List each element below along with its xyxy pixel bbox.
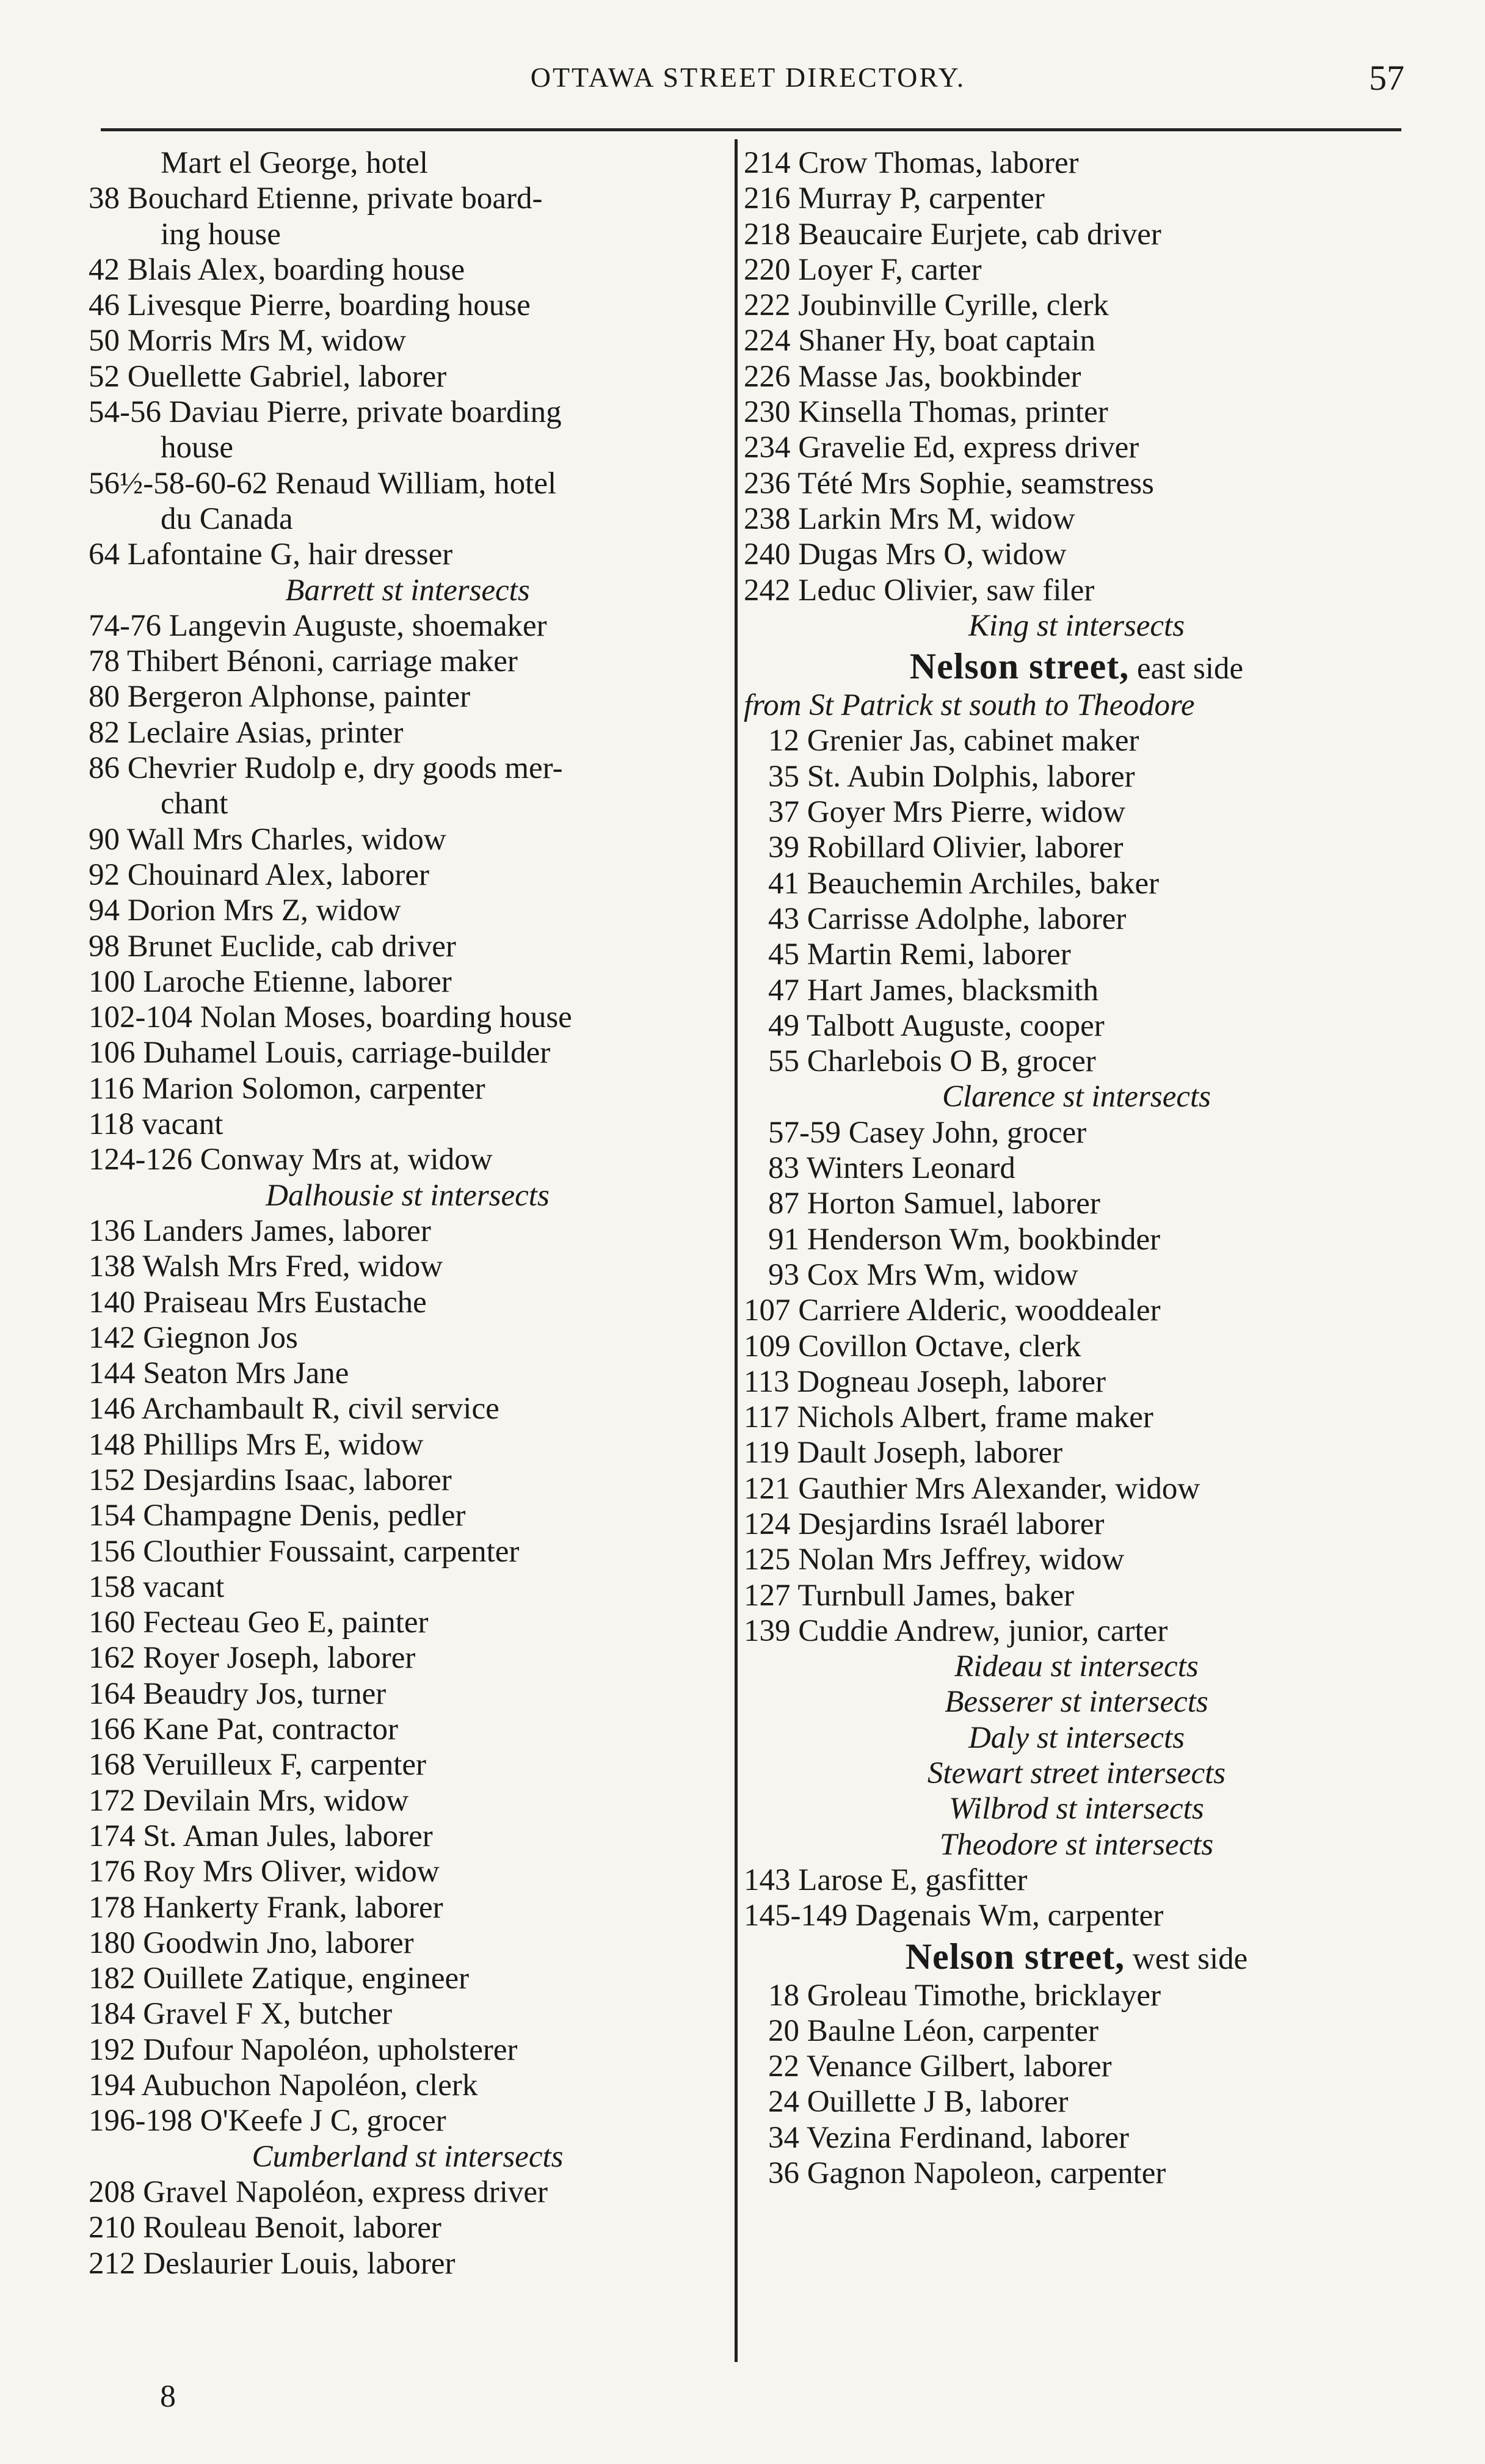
directory-entry: 56½-58-60-62 Renaud William, hotel (89, 466, 557, 501)
street-side: west side (1125, 1941, 1248, 1976)
directory-entry: 117 Nichols Albert, frame maker (744, 1400, 1153, 1435)
directory-entry: 107 Carriere Alderic, wooddealer (744, 1293, 1161, 1328)
directory-entry: 148 Phillips Mrs E, widow (89, 1427, 424, 1462)
directory-entry: 87 Horton Samuel, laborer (768, 1187, 1100, 1221)
directory-entry: 64 Lafontaine G, hair dresser (89, 537, 453, 572)
directory-entry: 45 Martin Remi, laborer (768, 937, 1071, 972)
directory-entry: 109 Covillon Octave, clerk (744, 1329, 1081, 1364)
directory-entry: 43 Carrisse Adolphe, laborer (768, 901, 1127, 936)
directory-entry: 139 Cuddie Andrew, junior, carter (744, 1613, 1168, 1648)
directory-entry: 57-59 Casey John, grocer (768, 1115, 1087, 1150)
signature-mark: 8 (160, 2379, 176, 2414)
directory-entry: 92 Chouinard Alex, laborer (89, 857, 430, 892)
directory-entry: 116 Marion Solomon, carpenter (89, 1071, 485, 1106)
street-side: east side (1129, 652, 1244, 686)
directory-entry: 172 Devilain Mrs, widow (89, 1783, 409, 1818)
directory-entry: 49 Talbott Auguste, cooper (768, 1008, 1105, 1043)
intersection-note: Dalhousie st intersects (266, 1178, 550, 1213)
directory-entry: 162 Royer Joseph, laborer (89, 1641, 416, 1676)
directory-entry: 20 Baulne Léon, carpenter (768, 2013, 1098, 2048)
directory-entry: 24 Ouillette J B, laborer (768, 2085, 1069, 2120)
directory-entry: 12 Grenier Jas, cabinet maker (768, 724, 1139, 758)
directory-entry: 168 Veruilleux F, carpenter (89, 1748, 426, 1783)
directory-entry: 145-149 Dagenais Wm, carpenter (744, 1899, 1164, 1933)
intersection-note: Wilbrod st intersects (949, 1792, 1204, 1826)
intersection-note: King st intersects (968, 608, 1185, 643)
directory-entry: 224 Shaner Hy, boat captain (744, 324, 1095, 358)
directory-entry: 214 Crow Thomas, laborer (744, 146, 1079, 180)
directory-entry: 118 vacant (89, 1107, 223, 1142)
directory-entry: 35 St. Aubin Dolphis, laborer (768, 759, 1135, 794)
intersection-note: Barrett st intersects (285, 573, 530, 608)
directory-entry: 22 Venance Gilbert, laborer (768, 2049, 1112, 2084)
directory-entry: 242 Leduc Olivier, saw filer (744, 573, 1095, 608)
directory-entry: chant (161, 787, 228, 821)
intersection-note: Besserer st intersects (945, 1685, 1208, 1720)
directory-entry: 41 Beauchemin Archiles, baker (768, 866, 1160, 901)
directory-entry: 192 Dufour Napoléon, upholsterer (89, 2032, 518, 2067)
directory-entry: du Canada (161, 501, 293, 536)
directory-entry: 174 St. Aman Jules, laborer (89, 1819, 433, 1853)
directory-entry: 176 Roy Mrs Oliver, widow (89, 1855, 440, 1889)
column-divider (735, 139, 738, 2362)
directory-entry: 47 Hart James, blacksmith (768, 973, 1099, 1008)
directory-entry: 154 Champagne Denis, pedler (89, 1499, 466, 1533)
street-name: Nelson street, (905, 1936, 1125, 1977)
directory-entry: 236 Tété Mrs Sophie, seamstress (744, 466, 1154, 501)
directory-entry: 125 Nolan Mrs Jeffrey, widow (744, 1543, 1125, 1577)
directory-entry: 144 Seaton Mrs Jane (89, 1356, 349, 1391)
directory-entry: 158 vacant (89, 1569, 225, 1604)
directory-entry: 100 Laroche Etienne, laborer (89, 964, 452, 999)
left-column (89, 145, 727, 2281)
directory-entry: 140 Praiseau Mrs Eustache (89, 1285, 427, 1320)
directory-entry: 142 Giegnon Jos (89, 1320, 298, 1355)
directory-entry: 54-56 Daviau Pierre, private boarding (89, 395, 562, 430)
directory-entry: 226 Masse Jas, bookbinder (744, 359, 1081, 394)
directory-entry: 55 Charlebois O B, grocer (768, 1044, 1096, 1079)
directory-entry: 50 Morris Mrs M, widow (89, 324, 406, 358)
intersection-note: Daly st intersects (968, 1720, 1185, 1755)
directory-entry: 52 Ouellette Gabriel, laborer (89, 359, 447, 394)
directory-entry: 124-126 Conway Mrs at, widow (89, 1143, 493, 1177)
directory-entry: 182 Ouillete Zatique, engineer (89, 1961, 470, 1996)
directory-entry: 234 Gravelie Ed, express driver (744, 431, 1139, 465)
intersection-note: Clarence st intersects (942, 1080, 1211, 1114)
header-rule (101, 128, 1401, 131)
intersection-note: Rideau st intersects (954, 1649, 1199, 1684)
page-header (92, 58, 1404, 116)
intersection-note: Stewart street intersects (927, 1756, 1226, 1791)
directory-entry: 91 Henderson Wm, bookbinder (768, 1222, 1161, 1257)
intersection-note: Theodore st intersects (939, 1827, 1214, 1862)
directory-entry: 184 Gravel F X, butcher (89, 1997, 393, 2032)
directory-entry: 106 Duhamel Louis, carriage-builder (89, 1036, 551, 1070)
street-heading (744, 644, 1409, 688)
directory-entry: 39 Robillard Olivier, laborer (768, 830, 1124, 865)
directory-entry: 121 Gauthier Mrs Alexander, widow (744, 1471, 1200, 1506)
directory-entry: 160 Fecteau Geo E, painter (89, 1605, 429, 1640)
directory-entry: 152 Desjardins Isaac, laborer (89, 1463, 452, 1497)
directory-entry: 82 Leclaire Asias, printer (89, 715, 404, 750)
directory-entry: 83 Winters Leonard (768, 1151, 1015, 1186)
directory-entry: 180 Goodwin Jno, laborer (89, 1925, 414, 1960)
directory-entry: from St Patrick st south to Theodore (744, 688, 1195, 723)
directory-entry: 156 Clouthier Foussaint, carpenter (89, 1534, 520, 1569)
directory-entry: 240 Dugas Mrs O, widow (744, 537, 1067, 572)
directory-entry: Mart el George, hotel (161, 146, 429, 180)
directory-entry: ing house (161, 217, 281, 252)
directory-entry: 38 Bouchard Etienne, private board- (89, 181, 543, 216)
directory-entry: 34 Vezina Ferdinand, laborer (768, 2120, 1130, 2155)
directory-entry: 93 Cox Mrs Wm, widow (768, 1257, 1078, 1292)
directory-entry: 210 Rouleau Benoit, laborer (89, 2211, 441, 2245)
right-column (744, 145, 1409, 2191)
directory-entry: 127 Turnbull James, baker (744, 1578, 1075, 1613)
directory-entry: 166 Kane Pat, contractor (89, 1712, 398, 1747)
street-name: Nelson street, (909, 646, 1130, 687)
directory-entry: 208 Gravel Napoléon, express driver (89, 2175, 548, 2209)
directory-entry: 80 Bergeron Alphonse, painter (89, 680, 471, 714)
directory-entry: 196-198 O'Keefe J C, grocer (89, 2104, 446, 2139)
directory-entry: 164 Beaudry Jos, turner (89, 1676, 387, 1711)
directory-entry: 113 Dogneau Joseph, laborer (744, 1364, 1106, 1399)
directory-entry: 222 Joubinville Cyrille, clerk (744, 288, 1109, 323)
directory-entry: 138 Walsh Mrs Fred, widow (89, 1249, 443, 1284)
directory-entry: 124 Desjardins Israél laborer (744, 1506, 1105, 1541)
directory-entry: 42 Blais Alex, boarding house (89, 252, 465, 287)
directory-entry: 119 Dault Joseph, laborer (744, 1436, 1063, 1470)
directory-entry: 218 Beaucaire Eurjete, cab driver (744, 217, 1161, 252)
directory-entry: 78 Thibert Bénoni, carriage maker (89, 644, 518, 679)
directory-entry: house (161, 431, 233, 465)
directory-entry: 74-76 Langevin Auguste, shoemaker (89, 608, 547, 643)
street-heading (744, 1934, 1409, 1978)
directory-entry: 36 Gagnon Napoleon, carpenter (768, 2156, 1166, 2191)
directory-entry: 90 Wall Mrs Charles, widow (89, 822, 446, 857)
directory-entry: 37 Goyer Mrs Pierre, widow (768, 795, 1125, 830)
directory-entry: 46 Livesque Pierre, boarding house (89, 288, 531, 323)
directory-entry: 220 Loyer F, carter (744, 252, 982, 287)
directory-entry: 194 Aubuchon Napoléon, clerk (89, 2068, 478, 2103)
directory-entry: 98 Brunet Euclide, cab driver (89, 929, 456, 964)
directory-entry: 146 Archambault R, civil service (89, 1392, 499, 1426)
directory-entry: 230 Kinsella Thomas, printer (744, 395, 1108, 430)
intersection-note: Cumberland st intersects (252, 2139, 564, 2174)
directory-entry: 102-104 Nolan Moses, boarding house (89, 1000, 572, 1035)
directory-entry: 178 Hankerty Frank, laborer (89, 1890, 443, 1925)
directory-entry: 216 Murray P, carpenter (744, 181, 1045, 216)
directory-entry: 18 Groleau Timothe, bricklayer (768, 1978, 1161, 2013)
page-number: 57 (1369, 58, 1404, 98)
directory-entry: 86 Chevrier Rudolp e, dry goods mer- (89, 751, 563, 786)
directory-entry: 94 Dorion Mrs Z, widow (89, 893, 401, 928)
directory-entry: 136 Landers James, laborer (89, 1213, 431, 1248)
directory-entry: 238 Larkin Mrs M, widow (744, 501, 1075, 536)
page-title: OTTAWA STREET DIRECTORY. (530, 62, 966, 93)
directory-entry: 143 Larose E, gasfitter (744, 1863, 1028, 1897)
directory-entry: 212 Deslaurier Louis, laborer (89, 2246, 456, 2281)
